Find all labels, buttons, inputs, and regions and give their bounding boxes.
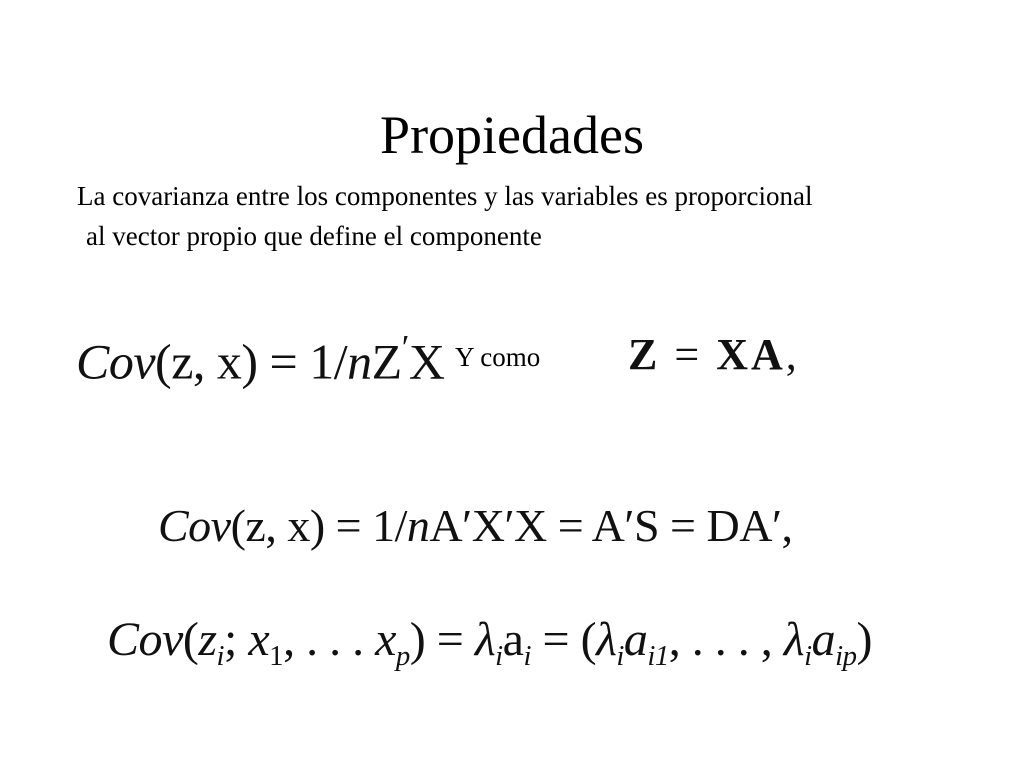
formula-a: a bbox=[623, 613, 648, 666]
formula-sub: i bbox=[523, 640, 531, 673]
formula-DA: DA bbox=[706, 500, 772, 551]
formula-dots: , . . . , bbox=[668, 613, 784, 666]
formula-sub: 1 bbox=[269, 640, 284, 673]
formula-args: (z, x) bbox=[155, 333, 258, 390]
formula-z: z bbox=[198, 613, 217, 666]
formula-n: n bbox=[406, 500, 430, 551]
formula-comma: , bbox=[781, 500, 793, 551]
formula-A: A bbox=[429, 500, 463, 551]
formula-lambda: λ bbox=[596, 613, 617, 666]
formula-XA-bold: XA bbox=[716, 330, 786, 379]
formula-z-equals-xa bbox=[628, 330, 800, 379]
formula-prime: ′ bbox=[504, 500, 514, 551]
formula-x: x bbox=[375, 613, 396, 666]
formula-sub: i bbox=[216, 640, 225, 673]
body-text bbox=[77, 176, 1017, 256]
formula-X: X bbox=[514, 500, 547, 551]
formula-args: (z, x) bbox=[230, 500, 325, 551]
formula-cov-component bbox=[107, 613, 872, 673]
formula-cov-label: Cov bbox=[76, 333, 156, 390]
formula-equals-paren: = ( bbox=[531, 613, 597, 666]
formula-prime: ′ bbox=[771, 500, 782, 551]
formula-sub: i bbox=[616, 640, 624, 673]
formula-semicolon: ; bbox=[224, 613, 249, 666]
formula-paren: ( bbox=[182, 613, 199, 666]
formula-rhs-prefix: = 1/ bbox=[257, 333, 348, 390]
formula-prime: ′ bbox=[462, 500, 472, 551]
formula-sub: i bbox=[804, 640, 812, 673]
connector-text: Y como bbox=[455, 342, 541, 372]
formula-dots: , . . . bbox=[283, 613, 376, 666]
formula-cov-label: Cov bbox=[107, 613, 183, 666]
formula-equals: = bbox=[660, 330, 717, 379]
formula-n: n bbox=[347, 333, 372, 390]
formula-prime: ′ bbox=[401, 328, 409, 367]
body-text-line-2: al vector propio que define el componente bbox=[86, 221, 542, 251]
formula-sub: i1 bbox=[647, 640, 669, 673]
formula-equals: = bbox=[546, 500, 592, 551]
formula-lambda: λ bbox=[474, 613, 496, 666]
formula-sub: p bbox=[395, 640, 410, 673]
formula-cov-expansion bbox=[158, 500, 793, 551]
formula-sub: ip bbox=[835, 640, 857, 673]
formula-S: S bbox=[633, 500, 660, 551]
formula-a: a bbox=[811, 613, 836, 666]
formula-sub: i bbox=[495, 640, 503, 673]
formula-x: x bbox=[248, 613, 270, 666]
formula-cov-zx-z-x bbox=[76, 328, 445, 390]
formula-X: X bbox=[471, 500, 505, 551]
formula-equals: = bbox=[659, 500, 707, 551]
formula-a-vector: a bbox=[502, 613, 524, 666]
slide-title: Propiedades bbox=[380, 105, 644, 165]
formula-prime: ′ bbox=[624, 500, 634, 551]
formula-Z-bold: Z bbox=[628, 330, 661, 379]
formula-Z: Z bbox=[371, 333, 402, 390]
formula-lambda: λ bbox=[783, 613, 805, 666]
formula-paren: ) bbox=[856, 613, 872, 666]
formula-A: A bbox=[591, 500, 625, 551]
formula-comma: , bbox=[785, 330, 800, 379]
formula-X: X bbox=[408, 333, 445, 390]
formula-rhs-prefix: = 1/ bbox=[324, 500, 407, 551]
body-text-line-1: La covarianza entre los componentes y las variables es proporcional bbox=[77, 181, 813, 211]
formula-equals: = bbox=[425, 613, 475, 666]
formula-paren: ) bbox=[409, 613, 426, 666]
formula-cov-label: Cov bbox=[158, 500, 231, 551]
